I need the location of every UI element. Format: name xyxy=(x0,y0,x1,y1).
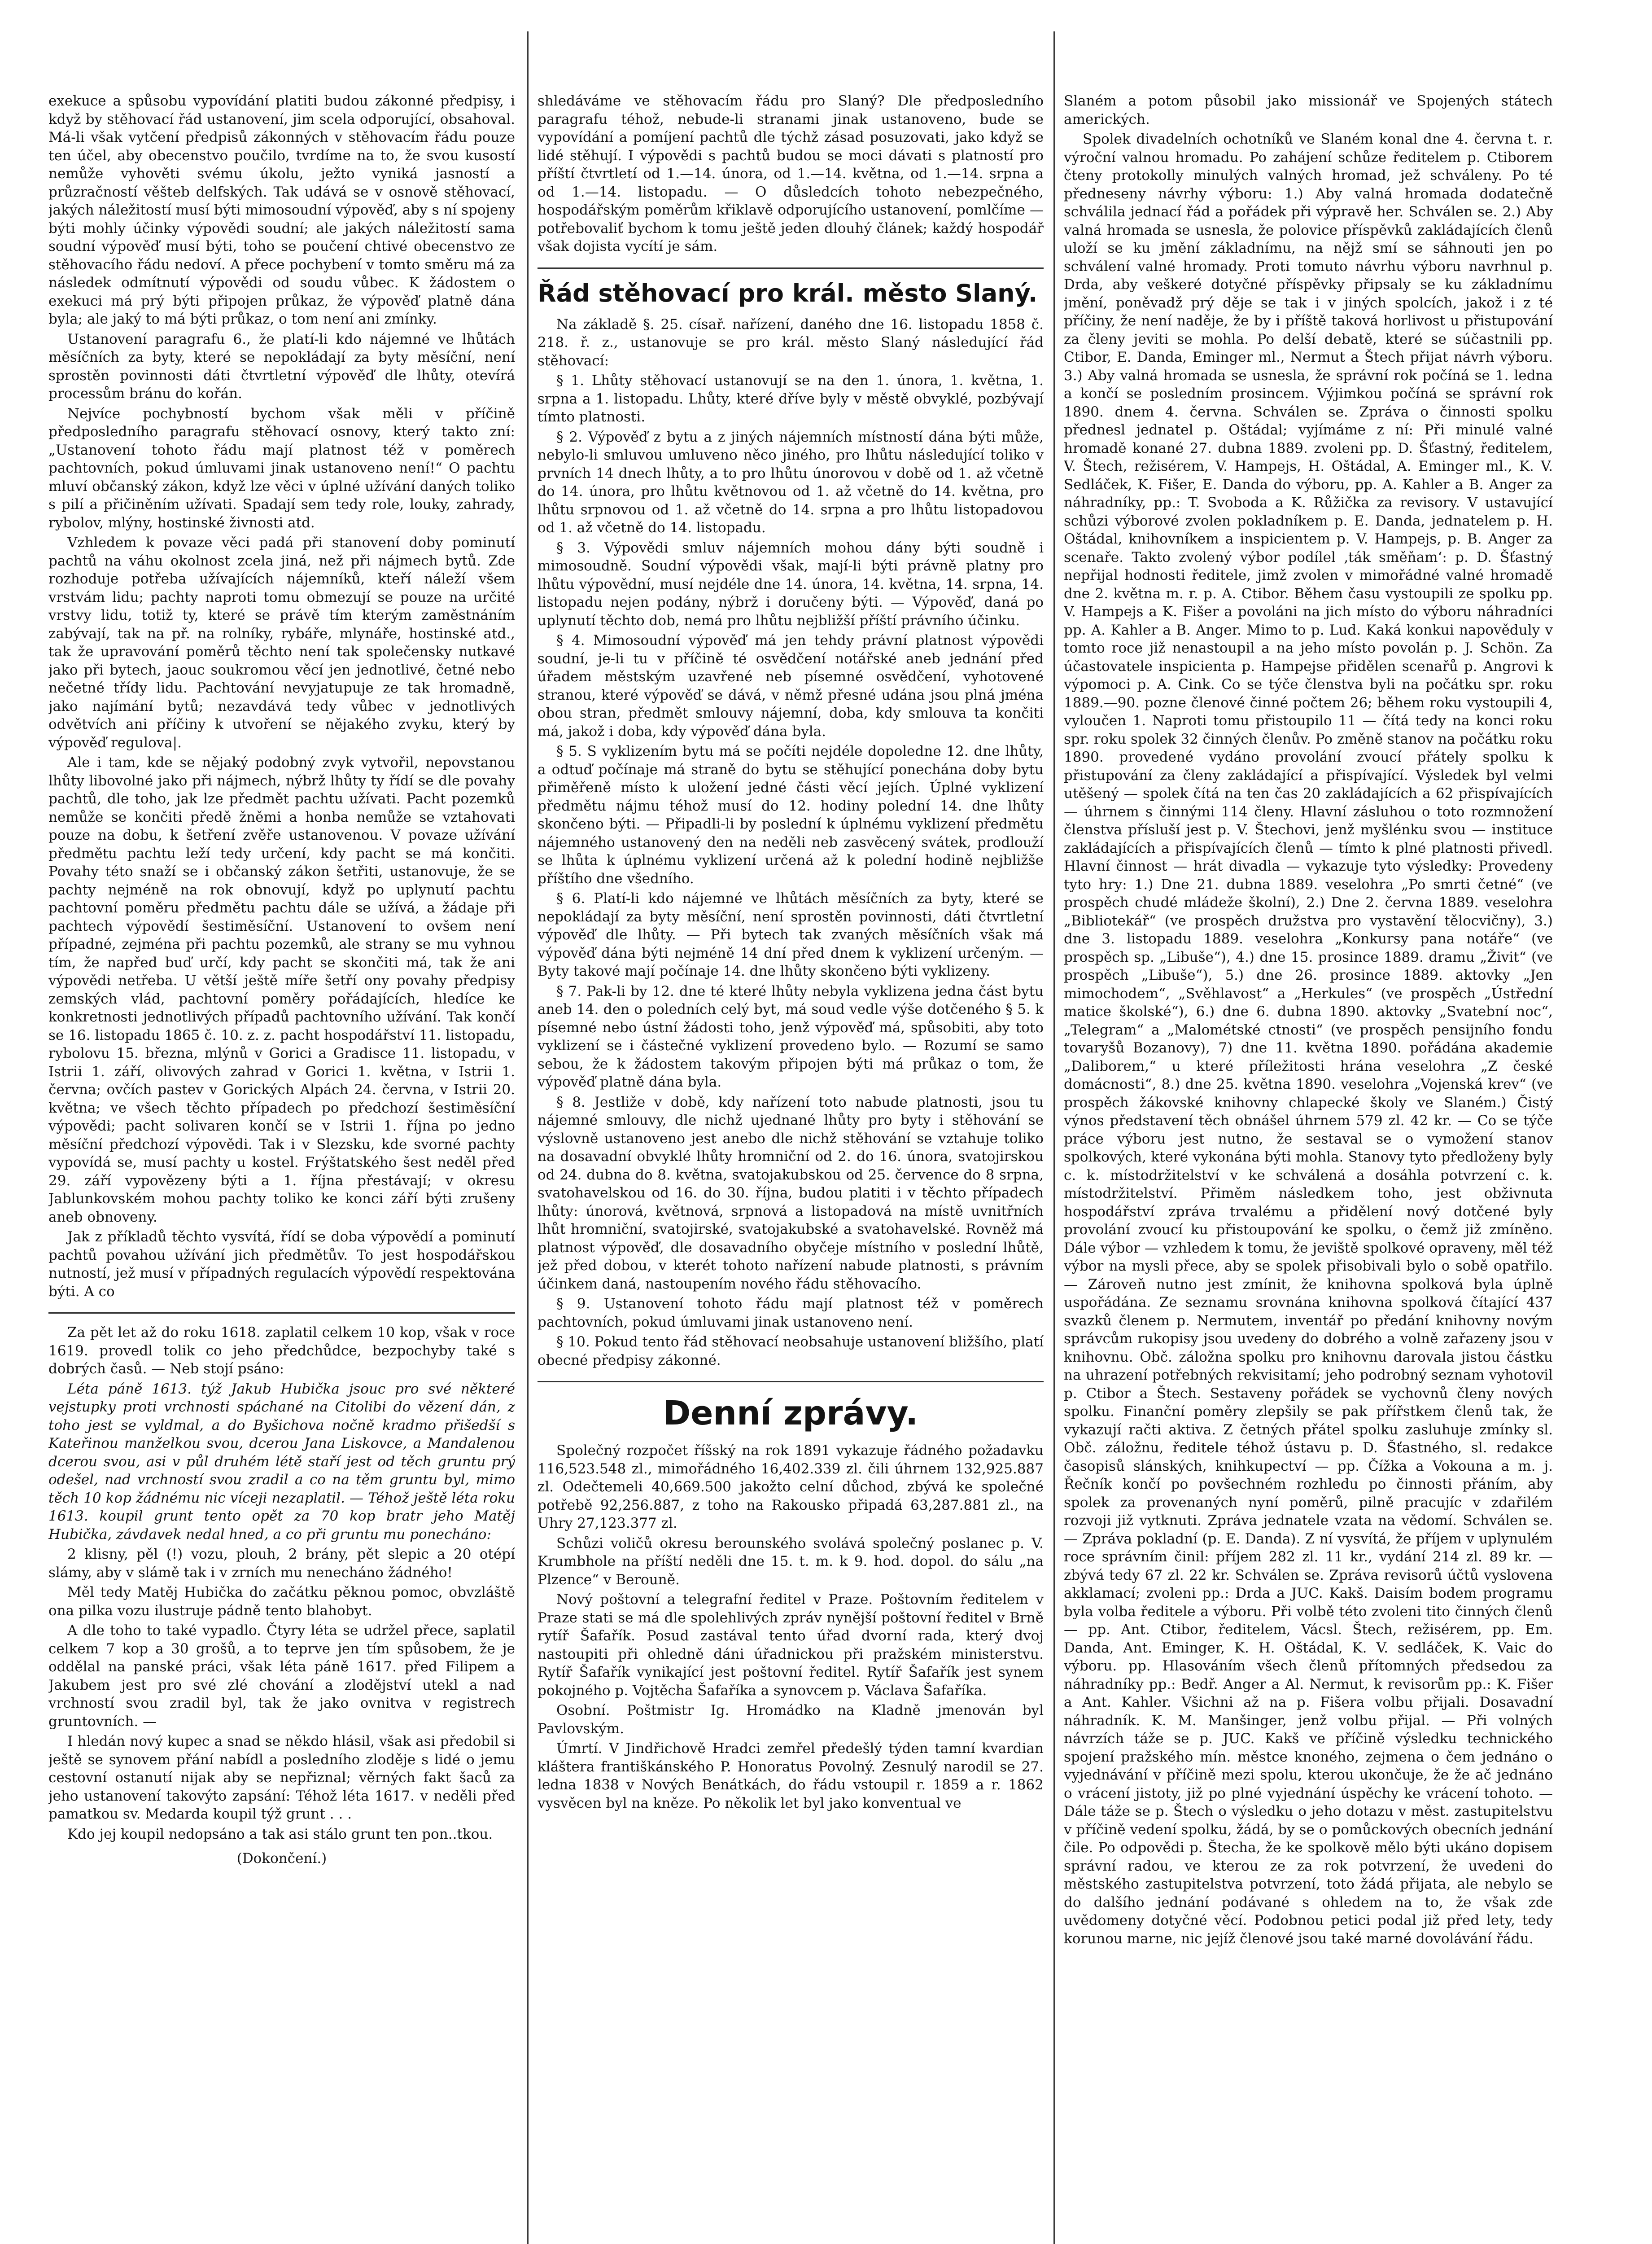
section-divider xyxy=(538,267,1044,269)
ordinance-title: Řád stěhovací pro král. město Slaný. xyxy=(538,279,1038,307)
column-1 xyxy=(48,92,515,2244)
section-divider xyxy=(48,1312,515,1314)
col1-paragraph: Nejvíce pochybností bychom však měli v příčině předposledního paragrafu stěhovací osnovy, který takto zní: „Ustanovení tohoto řádu mají platnost též v poměrech pachtovních, pokud úmluvami jinak ustanoveno není!“ O pachtu mluví občanský zákon, když lze věci v úplné užívání daných toliko s pilí a přičiněním užívati. Spadají sem tedy role, louky, zahrady, rybolov, mlýny, hostinské živnosti atd. xyxy=(48,405,515,531)
history-paragraph: I hledán nový kupec a snad se někdo hlásil, však asi předobil si ještě se synovem přání nabídl a posledního zloděje s lidé o jemu cestovní ostanutí nijak aby se nepřiznal; věrných fakt šaců za jeho ustanovení takovýto zapsání: Téhož léta 1617. v neděli před pamatkou sv. Medarda koupil týž grunt . . . xyxy=(48,1733,515,1822)
history-paragraph: Léta páně 1613. týž Jakub Hubička jsouc pro své některé vejstupky proti vrchnosti spáchané na Citolibi do vězení dán, z toho jest se vyldmal, a do Byšichova nočně kradmo přišedší s Kateřinou manželkou svou, dcerou Jana Liskovce, a Mandalenou dcerou svou, asi v půl druhém létě staří jest od těch gruntu prý odešel, nad vrchností svou zradil a co na těm gruntu byl, mimo těch 10 kop žádnému nic víceji nezaplatil. — Téhož ještě léta roku 1613. koupil grunt tento opět za 70 kop bratr jeho Matěj Hubička, závdavek nedal hned, a co při gruntu mu ponecháno: xyxy=(48,1381,515,1543)
history-paragraph: A dle toho to také vypadlo. Čtyry léta se udržel přece, saplatil celkem 7 kop a 30 grošů, a to teprve jen tím spůsobem, že je oddělal na panské práci, však léta páně 1617. před Filipem a Jakubem jest pro své zlé chování a zlodějství utekl a nad vrchností svou zradil byl, tak že jako ovnitva v registrech gruntovních. — xyxy=(48,1622,515,1730)
col1-paragraph: Ale i tam, kde se nějaký podobný zvyk vytvořil, nepovstanou lhůty libovolné jako při nájmech, nýbrž lhůty ty řídí se dle povahy pachtů, dle toho, jak lze předmět pachtu užívati. Pacht pozemků nemůže se končiti předě žněmi a honba nemůže se vztahovati pouze na dobu, k šetření zvěře ustanovenou. V povaze užívání předmětu pachtu leží tedy určení, kdy pacht se má končiti. Povahy této snaží se i občanský zákon šetřiti, ustanovuje, že se pachty nejméně na rok obnovují, když po uplynutí pachtu pachtovní poměru předmětu pachtu dále se užívá, a žádaje při pachtech výpovědí šestiměsíční. Ustanovení to ovšem není případné, zejména při pachtu pozemků, ale strany se mu vyhnou tím, že napřed buď určí, kdy pacht se skončiti má, tak že ani výpovědi netřeba. U větší ještě míře šetří ony povahy předpisy zemských vlád, pachtovní poměry pořádajících, hledíce ke konkretnosti jednotlivých případů pachtovního užívání. Tak končí se 16. listopadu 1865 č. 10. z. z. pacht hospodářství 11. listopadu, rybolovu 15. března, mlýnů v Gorici a Gradisce 11. listopadu, v Istrii 1. září, olivových zahrad v Gorici 1. května, v Istrii 1. června; ovčích pastev v Gorických Alpách 24. června, v Istrii 20. května; ve všech těchto případech po předchozí šestiměsíční výpovědi; pacht solivaren končí se v Istrii 1. října po jedno měsíční předchozí výpovědi. Tak i v Slezsku, kde svorné pachty vypovídá se, musí pachty u kostel. Frýštatského šest neděl před 29. září vypovězeny býti a 1. října přestávají; v okresu Jablunkovském mohou pachty toliko ke konci září býti zrušeny aneb obnoveny. xyxy=(48,754,515,1225)
news-paragraph: Společný rozpočet říšský na rok 1891 vykazuje řádného požadavku 116,523.548 zl., mimořádného 16,402.339 zl. čili úhrnem 132,925.887 zl. Odečtemeli 40,669.500 jakožto celní důchod, zbývá ke společné potřebě 92,256.887, z toho na Rakousko připadá 63,287.881 zl., na Uhry 27,123.377 zl. xyxy=(538,1442,1044,1531)
ordinance-paragraph: § 1. Lhůty stěhovací ustanovují se na den 1. února, 1. května, 1. srpna a 1. listopadu. Lhůty, které dříve byly v městě obvyklé, pozbývají tímto platnosti. xyxy=(538,373,1044,425)
history-paragraph: 2 klisny, pěl (!) vozu, plouh, 2 brány, pět slepic a 20 otépí slámy, aby v slámě tak i v zrních mu nenecháno žádného! xyxy=(48,1546,515,1581)
ordinance-paragraph: § 7. Pak-li by 12. dne té které lhůty nebyla vyklizena jedna část bytu aneb 14. den o poledních celý byt, má soud vedle výše dotčeného § 5. k písemné nebo ústní žádosti toho, jenž výpověď má, spůsobiti, aby toto vyklizení se i částečné vyklizení provedeno bylo. — Rozumí se samo sebou, že k žádostem takovým připojen býti má průkaz o tom, že výpověď platně dána byla. xyxy=(538,983,1044,1090)
daily-news-title: Denní zprávy. xyxy=(663,1394,918,1433)
history-paragraph: Měl tedy Matěj Hubička do začátku pěknou pomoc, obvzláště ona pilka vozu ilustruje pádně tento blahobyt. xyxy=(48,1584,515,1619)
column-3 xyxy=(1064,92,1553,2244)
section-divider xyxy=(538,1381,1044,1382)
ordinance-paragraph: § 8. Jestliže v době, kdy nařízení toto nabude platnosti, jsou tu nájemné smlouvy, dle nichž ujednané lhůty pro byty i stěhování se výslovně ustanoveno jest anebo dle nichž stěhování se vztahuje toliko na dosavadní obvyklé lhůty hromniční od 2. do 16. února, svatojirskou od 24. dubna do 8. května, svatojakubskou od 25. července do 8 srpna, svatohavelskou od 16. do 30. října, budou platiti i v těchto případech lhůty: únorová, květnová, srpnová a listopadová na místě uvnitřních lhůt hromniční, svatojirské, svatojakubské a svatohavelské. Rovněž má platnost výpověď, dle dosavadního obyčeje místního v poslední lhůtě, jež před dobou, v kterét tohoto nařízení nabude platnosti, s právním účinkem daná, nastoupením nového řádu stěhovacího. xyxy=(538,1094,1044,1292)
ordinance-paragraph: § 5. S vyklizením bytu má se počíti nejdéle dopoledne 12. dne lhůty, a odtuď počínaje má straně do bytu se stěhující ponechána doby bytu přiměřeně místo k uložení jedné části věcí jejích. Úplné vyklizení předmětu nájmu téhož musí do 12. hodiny polední 14. dne lhůty skončeno býti. — Připadli-li by poslední k úplnému vyklizení předmětu nájemného ustanovený den na neděli neb zasvěcený svátek, prodlouží se lhůta k úplnému vyklizení určená až k polední hodině nejbližše příštího dne všedního. xyxy=(538,743,1044,887)
column-2 xyxy=(538,92,1044,2244)
news-paragraph: Úmrtí. V Jindřichově Hradci zemřel předešlý týden tamní kvardian kláštera františkánského P. Honoratus Povolný. Zesnulý narodil se 27. ledna 1838 v Nových Benátkách, do řádu vstoupil r. 1859 a r. 1862 vysvěcen byl na kněze. Po několik let byl jako konventual ve xyxy=(538,1740,1044,1811)
history-paragraph: Za pět let až do roku 1618. zaplatil celkem 10 kop, však v roce 1619. provedl tolik co jeho předchůdce, bezpochyby také s dobrých časů. — Neb stojí psáno: xyxy=(48,1324,515,1377)
col1-paragraph: exekuce a spůsobu vypovídání platiti budou zákonné předpisy, i když by stěhovací řád ustanovení, jim scela odporující, obsahoval. Má-li však vytčení předpisů zákonných v stěhovacím řádu pouze ten účel, aby obecenstvo poučilo, tvrdíme na to, že svou kusostí nemůže vyhověti svému úkolu, ježto vyniká jasností a průzračností věšteb delfských. Tak udává se v osnově stěhovací, jakých náležitostí musí býti mimosoudní výpověď, aby s ní spojeny býti mohly účinky výpovědi soudní; ale jakých náležitostí sama soudní výpověď musí býti, toho se poučení chtivé obecenstvo ze stěhovacího řádu nedoví. A přece pochybení v tomto směru má za následek odmítnutí výpovědi od soudu vůbec. K žádostem o exekuci má prý býti připojen průkaz, že výpověď platně dána byla; ale jaký to má býti průkaz, o tom není ani zmínky. xyxy=(48,93,515,327)
news-paragraph: Nový poštovní a telegrafní ředitel v Praze. Poštovním ředitelem v Praze stati se má dle spolehlivých zpráv nynější poštovní ředitel v Brně rytíř Šafařík. Posud zastával tento úřad dvorní rada, který dvoj nastoupiti při ohledně dáni úřadnickou při pražském ministerstvu. Rytíř Šafařík vynikající jest poštovní ředitel. Rytíř Šafařík jest synem pokojného p. Vojtěcha Šafaříka a synovcem p. Václava Šafaříka. xyxy=(538,1591,1044,1699)
history-paragraph: Kdo jej koupil nedopsáno a tak asi stálo grunt ten pon..tkou. xyxy=(67,1826,493,1842)
ordinance-paragraph: § 3. Výpovědi smluv nájemních mohou dány býti soudně i mimosoudně. Soudní výpovědi však, mají-li býti právně platny pro lhůtu výpovědní, musí nejdéle dne 14. února, 14. května, 14. srpna, 14. listopadu nejen podány, nýbrž i doručeny býti. — Výpověď, daná po uplynutí těchto dob, nemá pro lhůtu nejbližší příští právního účinku. xyxy=(538,539,1044,629)
ordinance-paragraph: § 10. Pokud tento řád stěhovací neobsahuje ustanovení bližšího, platí obecné předpisy zákonné. xyxy=(538,1334,1044,1368)
col1-paragraph: Ustanovení paragrafu 6., že platí-li kdo nájemné ve lhůtách měsíčních za byty, které se nepokládají za byty měsíční, není sprostěn povinnosti dáti čtvrtletní výpověď dle lhůty, otevírá processům bránu do kořán. xyxy=(48,331,515,402)
col3-paragraph: Spolek divadelních ochotníků ve Slaném konal dne 4. června t. r. výroční valnou hromadu. Po zahájení schůze ředitelem p. Ctiborem čteny protokolly minulých valných hromad, jež schváleny. Po té předneseny návrhy výboru: 1.) Aby valná hromada dodatečně schválila jednací řád a pořádek při výpravě her. Schválen se. 2.) Aby valná hromada se usnesla, že polovice příspěvků zakládajících členů uloží se ku jmění základnímu, na nějž smí se sáhnouti jen po schválení valné hromady. Proti tomuto návrhu výboru navrhnul p. Drda, aby veškeré dotyčné příspěvky připsaly se ku základnímu jmění, poněvadž prý děje se tak i v jiných spolcích, jakož i z té příčiny, že není naděje, že by i příště taková horlivost u přistupování za členy jeviti se mohla. Po delší debatě, které se súčastnili pp. Ctibor, E. Danda, Eminger ml., Nermut a Štech přijat návrh výboru. 3.) Aby valná hromada se usnesla, že správní rok počíná se 1. ledna a končí se posledním prosincem. Výjimkou počíná se správní rok 1890. dnem 4. června. Schválen se. Zpráva o činnosti spolku přednesl jednatel p. Oštádal; vyjímáme z ní: Při minulé valné hromadě konané 27. dubna 1889. zvoleni pp. D. Šťastný, ředitelem, V. Štech, režisérem, V. Hampejs, H. Oštádal, A. Eminger ml., K. V. Sedláček, K. Fišer, E. Danda do výboru, pp. A. Kahler a B. Anger za náhradníky, pp.: T. Svoboda a K. Růžička za revisory. V ustavující schůzi výborové zvolen pokladníkem p. E. Danda, jednatelem p. H. Oštádal, knihovníkem a inspicientem p. V. Hampejs, p. B. Anger za scenaře. Takto zvolený výbor podíle‌l ‚ták směňam‘: p. D. Šťastný nepřijal hodnosti ředitele, jimž zvolen v mimořádné valné hromadě dne 2. května m. r. p. A. Ctibor. Během času vystoupili ze spolku pp. V. Hampejs a K. Fišer a povoláni na jich místo do výboru náhradníci pp. A. Kahler a B. Anger. Mimo to p. Lud. Kaká konkui napověduly v tomto roce již nenastoupil a na jeho místo povolán p. J. Schön. Za účastovatele inspicienta p. Hampejse přidělen scenařů p. Angrovi k výpomoci p. A. Cink. Co se týče členstva byli na počátku spr. roku 1889.—90. pozne členové činné počtem 26; během roku vystoupili 4, vyloučen 1. Naproti tomu přistoupilo 11 — čítá tedy na konci roku spr. roku spolek 32 činných členův. Po změně stanov na počátku roku 1890. provedené vydáno provolání zvoucí přátely spolku k přistupování za členy zakládající a přispívající. Výsledek byl velmi utěšený — spolek čítá na ten čas 20 zakládajících a 62 přispívajících — úhrnem s činnými 114 členy. Hlavní zásluhou o toto rozmnožení členstva přísluší jest p. V. Štechovi, jenž myšlénku svou — instituce zakládajících a přispívajících členů — tímto k plné platnosti přivedl. Hlavní činnost — hrát divadla — vykazuje tyto výsledky: Provedeny tyto hry: 1.) Dne 21. dubna 1889. veselohra „Po smrti četné“ (ve prospěch chudé mládeže školní), 2.) Dne 2. června 1889. veselohra „Bibliotekář“ (ve prospěch družstva pro vystavění tělocvičny), 3.) dne 3. listopadu 1889. veselohra „Konkursy pana notáře“ (ve prospěch sp. „Libuše“), 4.) dne 15. prosince 1889. dramu „Živit“ (ve prospěch „Libuše“), 5.) dne 26. prosince 1889. aktovky „Jen mimochodem“, „Svěhlavost“ a „Herkules“ (ve prospěch „Ústřední matice školské“), 6.) dne 6. dubna 1890. aktovky „Svatební noc“, „Telegram“ a „Malométské ctnosti“ (ve prospěch pensijního fondu tovaryšů Bozanovy), 7) dne 11. května 1890. pořádána akademie „Daliborem,“ u které příležitosti hrána veselohra „Z české domácnosti“, 8.) dne 25. května 1890. veselohra „Vojenská krev“ (ve prospěch žákovské knihovny chlapecké školy ve Slaném.) Čistý výnos představení těch obnášel úhrnem 579 zl. 42 kr. — Co se týče práce výboru jest nutno, že sestaval se o vymožení stanov spolkových, které vykonána býti mohla. Stanovy tyto předloženy byly c. k. místodržitelství v ke schválená a dosáhla potvrzení c. k. místodržitelství. Přiměm následkem toho, jest obživnuta hospodářství zpráva trvalému a přidělení nový dotčené byly provolání zvoucí ku přistoupování ke spolku, o čemž již zmíněno. Dále výbor — vzhledem k tomu, že jeviště spolkové opraveny, měl též výbor na mysli přece, aby se spolek přisobivali bylo o sobě opatřilo. — Zároveň nutno jest zmínit, že knihovna spolková byla úplně uspořádána. Ze seznamu srovnána knihovna spolková čítající 437 svazků členem p. Nermutem, inventář po předání knihovny novým správcům rukopisy jsou uvedeny do dobrého a volně zařazeny jsou v knihovnu. Obč. záložna spolku pro knihovnu darovala jistou částku na uhrazení potřebných rekvisitamí; jeho podrobný seznam vyhotovil p. Ctibor a Štech. Sestaveny pořádek se vychovnů členy nových spolku. Finanční poměry zlepšily se pak přířstkem členů tak, že vykazují račti aktiva. Z četných přátel spolku zasluhuje zmínky sl. Obč. záložnu, ředitele téhož ústavu p. D. Šťastného, sl. redakce časopisů slánských, knihkupectví — pp. Čížka a Vokouna a m. j. Řečník končí po povšechném rozhledu po činnosti přáním, aby spolek za provenaných nyní poměrů, pilně pracujíc v zdařilém rozvoji již vytknuti. Zpráva jednatele vzata na vědomí. Schválen se. — Zpráva pokladní (p. E. Danda). Z ní vysvítá, že příjem v uplynulém roce správním činil: příjem 282 zl. 11 kr., vydání 214 zl. 89 kr. — zbývá tedy 67 zl. 22 kr. Schválen se. Zpráva revisorů účtů vyslovena akklamací; zvoleni pp.: Drda a JUC. Kakš. Daisím bodem programu byla volba ředitele a výboru. Při volbě této zvoleni tito činných členů — pp. Ant. Ctibor, ředitelem, Vácsl. Štech, režisérem, pp. Em. Danda, Ant. Eminger, K. H. Oštádal, K. V. sedláček, K. Vaic do výboru. pp. Hlasováním všech členů přítomných předsedou za náhradníky pp.: Bedř. Anger a Al. Nermut, k revisorům pp.: K. Fišer a Ant. Kahler. Všichni až na p. Fišera volbu přijali. Dosavadní náhradník. K. M. Manšinger, jenž volbu přijal. — Při volných návrzích táže se p. JUC. Kakš ve příčině výsledku technického spojení pražského mín. městce knoného, zejmena o čem jednáno o vyjednávání v příčině mezi spolu, kterou ukončuje, že že ač jednáno o vrácení jistoty, již po plné vyjednání úspěchy ke vrácení tohoto. — Dále táže se p. Štech o výsledku o jeho dotazu v měst. zastupitelstvu v příčině vedení spolku, žádá, by se o pomůckových obecních jednání čile. Po odpovědi p. Štecha, že ke spolkově mělo býti ukáno dopisem správní radou, ve kterou ze za rok potvrzení, že uvedeni do městského zastupitelstva potvrzení, toto žádá přijata, ale nebylo se do dalšího jednání podávané s ohledem na to, že však zde uvědomeny dotyčné věcí. Podobnou petici podal již před lety, tedy korunou marne, nic jejíž členové jsou také marné dovolávání řádu. xyxy=(1064,131,1553,1947)
news-paragraph: Schůzi voličů okresu berounského svolává společný poslanec p. V. Krumbhole na příští neděli dne 15. t. m. k 9. hod. dopol. do sálu „na Plzence“ v Berouně. xyxy=(538,1535,1044,1588)
col1-paragraph: Jak z příkladů těchto vysvítá, řídí se doba výpovědí a pominutí pachtů povahou užívání jich předmětův. To jest hospodářskou nutností, jež musí v případných regulacích výpovědí respektována býti. A co xyxy=(48,1229,515,1300)
ordinance-paragraph: § 4. Mimosoudní výpověď má jen tehdy právní platnost výpovědi soudní, je-li tu v příčině té osvědčení notářské aneb jednání před úřadem městským uzavřené neb písemné osvědčení, vyhotovené stranou, které výpověď se dává, v němž přesné udána jsou plná jména obou stran, předmět smlouvy nájemní, doba, kdy smlouva ta končiti má, jakož i doba, kdy výpověď dána byla. xyxy=(538,632,1044,740)
column-rule xyxy=(527,31,529,2244)
col1-paragraph: Vzhledem k povaze věci padá při stanovení doby pominutí pachtů na váhu okolnost zcela jiná, než při nájmech bytů. Zde rozhoduje potřeba užívajících nájemníků, kteří náleží všem vrstvám lidu; pachty naproti tomu obmezují se pouze na určité vrstvy lidu, totiž ty, které se právě tím kterým zaměstnáním zabývají, tak na př. na rolníky, rybáře, mlynáře, hostinské atd., tak že upravování poměrů těchto není tak společensky nutkavé jako při bytech, jaouc soukromou věcí jen jednotlivé, četné nebo nečetné třídy lidu. Pachtování nevyjatupuje ze tak hromadně, jako najímání bytů; nezavdává tedy vůbec v jednotlivých odvětvích ani příčiny k utvoření se nějakého zvyku, který by výpověď regulova|. xyxy=(48,535,515,751)
ordinance-paragraph: § 9. Ustanovení tohoto řádu mají platnost též v poměrech pachtovních, pokud úmluvami jinak ustanoveno není. xyxy=(538,1296,1044,1330)
continuation-note: (Dokončení.) xyxy=(236,1850,327,1867)
ordinance-paragraph: Na základě §. 25. císař. nařízení, daného dne 16. listopadu 1858 č. 218. ř. z., ustanovuje se pro král. město Slaný následující řád stěhovací: xyxy=(538,316,1044,369)
ordinance-paragraph: § 6. Platí-li kdo nájemné ve lhůtách měsíčních za byty, které se nepokládají za byty měsíční, není sprostěn povinnosti, dáti čtvrtletní výpověď dle lhůty. — Při bytech tak zvaných měsíčních však má výpověď dána býti nejméně 14 dní před dnem k vyklizení určeným. — Byty takové mají počínaje 14. dne lhůty skončeno býti vyklizeny. xyxy=(538,890,1044,979)
col2-intro-paragraph: shledáváme ve stěhovacím řádu pro Slaný? Dle předposledního paragrafu téhož, nebude-li stranami jinak ustanoveno, bude se vypovídání a pomíjení pachtů dle týchž zásad posuzovati, jako když se lidé stěhují. I výpovědi s pachtů budou se moci dávati s platností pro příští čtvrtletí od 1.—14. února, od 1.—14. května, od 1.—14. srpna a od 1.—14. listopadu. — O důsledcích tohoto nebezpečného, hospodářským poměrům křiklavě odporujícího ustanovení, pomlčíme — potřebovaliť bychom k tomu ještě jeden dlouhý článek; každý hospodář však dojista vycítí je sám. xyxy=(538,93,1044,254)
column-rule xyxy=(1053,31,1055,2244)
ordinance-paragraph: § 2. Výpověď z bytu a z jiných nájemních místností dána býti může, nebylo-li smluvou umluveno něco jiného, pro lhůtu následující toliko v prvních 14 dnech lhůty, a to pro lhůtu únorovou v době od 1. až včetně do 14. února, pro lhůtu květnovou od 1. až včetně do 14. května, pro lhůtu srpnovou od 1. až včetně do 14. srpna a pro lhůtu listopadovou od 1. až včetně do 14. listopadu. xyxy=(538,429,1044,536)
news-paragraph: Osobní. Poštmistr Ig. Hromádko na Kladně jmenován byl Pavlovským. xyxy=(538,1702,1044,1737)
col3-paragraph: Slaném a potom působil jako missionář ve Spojených státech amerických. xyxy=(1064,93,1553,127)
